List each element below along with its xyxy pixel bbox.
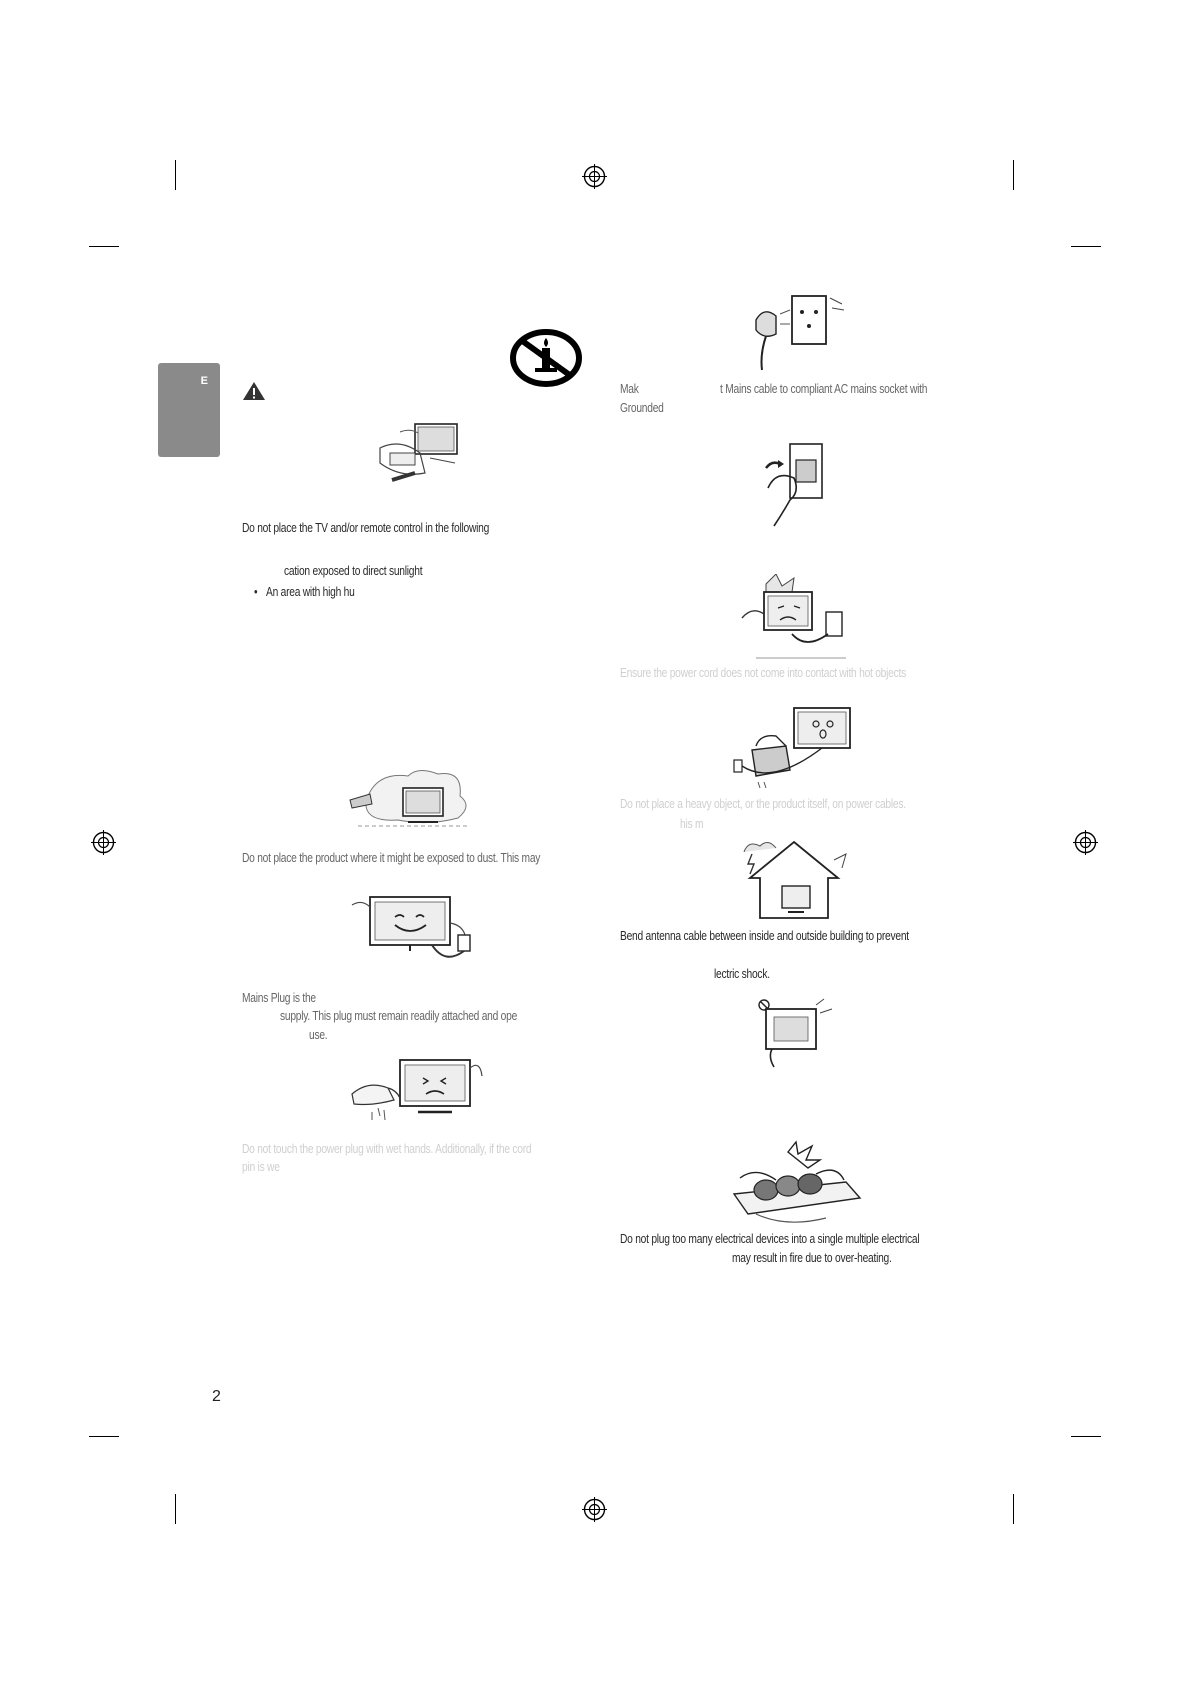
side-tab-label: E — [200, 375, 208, 387]
wet-hands-tv-illustration — [348, 1054, 488, 1130]
power-strip-overload-illustration — [726, 1138, 866, 1228]
location-sunlight-item: cation exposed to direct sunlight — [284, 564, 423, 578]
wet-hands-line-2: pin is we — [242, 1160, 280, 1174]
wet-hands-line-1: Do not touch the power plug with wet hands. Additionally, if the cord — [242, 1142, 532, 1156]
crop-mark — [175, 160, 176, 190]
mains-plug-line-2: supply. This plug must remain readily attached and ope — [280, 1009, 518, 1023]
hot-object-tv-illustration — [736, 574, 856, 660]
dust-caption: Do not place the product where it might be exposed to dust. This may — [242, 851, 541, 865]
heavy-object-line-1: Do not place a heavy object, or the product itself, on power cables. — [620, 797, 906, 811]
hot-objects-caption: Ensure the power cord does not come into contact with hot objects — [620, 666, 906, 680]
language-side-tab — [158, 363, 220, 457]
mains-plug-line-1: Mains Plug is the — [242, 991, 316, 1005]
crop-mark — [89, 246, 119, 247]
registration-mark-icon — [1073, 830, 1098, 855]
antenna-line-2: lectric shock. — [714, 967, 770, 981]
warning-icon — [242, 381, 266, 401]
antenna-house-illustration — [738, 838, 852, 920]
list-bullet: • — [254, 585, 258, 599]
grounded-line-1a: Mak — [620, 382, 639, 396]
registration-mark-icon — [582, 1497, 607, 1522]
plug-hand-illustration — [760, 438, 838, 528]
registration-mark-icon — [582, 164, 607, 189]
remote-placement-caption: Do not place the TV and/or remote control in the following — [242, 521, 490, 535]
crop-mark — [1013, 1494, 1014, 1524]
wall-mount-illustration — [754, 995, 834, 1069]
heavy-object-cable-illustration — [732, 706, 858, 788]
grounded-line-1b: t Mains cable to compliant AC mains socket with — [720, 382, 928, 396]
grounded-socket-illustration — [746, 290, 844, 372]
multi-outlet-line-2: may result in fire due to over-heating. — [732, 1251, 892, 1265]
mains-plug-line-3: use. — [309, 1028, 328, 1042]
crop-mark — [1013, 160, 1014, 190]
crop-mark — [175, 1494, 176, 1524]
mains-plug-tv-illustration — [350, 895, 485, 973]
crop-mark — [1071, 246, 1101, 247]
grounded-line-2: Grounded — [620, 401, 664, 415]
location-humidity-item: An area with high hu — [266, 585, 355, 599]
no-candle-icon — [509, 328, 583, 388]
crop-mark — [1071, 1436, 1101, 1437]
heavy-object-line-2: his m — [680, 817, 704, 831]
registration-mark-icon — [91, 830, 116, 855]
crop-mark — [89, 1436, 119, 1437]
dust-tv-illustration — [348, 766, 478, 832]
multi-outlet-line-1: Do not plug too many electrical devices into a single multiple electrical — [620, 1232, 920, 1246]
tv-remote-illustration — [370, 418, 470, 492]
antenna-line-1: Bend antenna cable between inside and outside building to prevent — [620, 929, 909, 943]
page-number: 2 — [212, 1388, 221, 1405]
